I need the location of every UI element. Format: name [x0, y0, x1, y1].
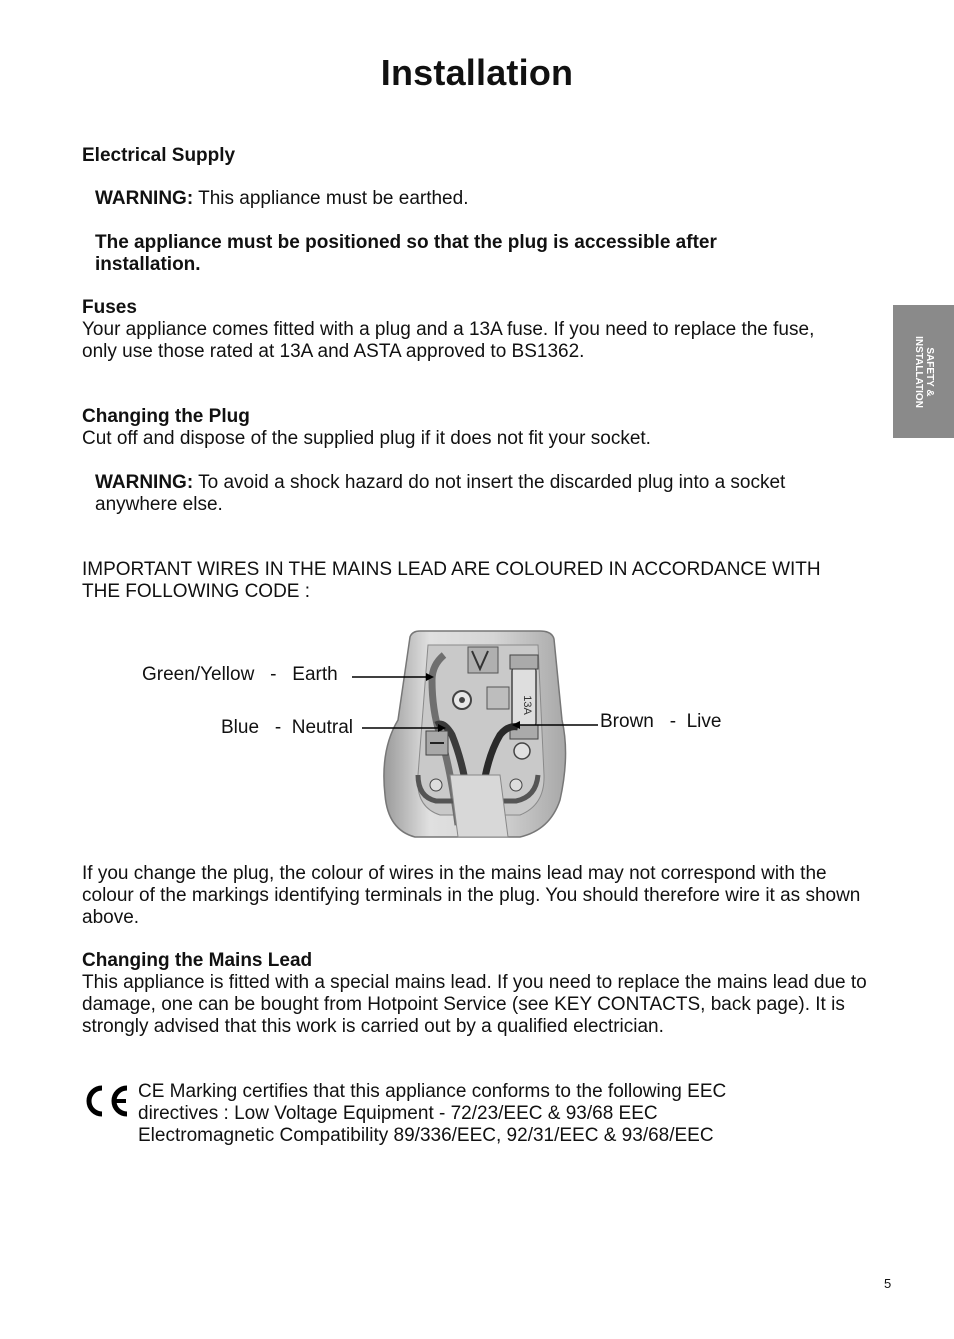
earthed-warning: WARNING: This appliance must be earthed.	[95, 188, 469, 209]
mains-cable	[450, 775, 508, 837]
live-wire-label: Brown - Live	[600, 711, 722, 732]
page-title: Installation	[380, 52, 574, 93]
changing-plug-heading: Changing the Plug	[82, 406, 250, 427]
fuses-text: Your appliance comes fitted with a plug and a 13A fuse. If you need to replace the fuse, only use those rated at 13A and ASTA approved to BS1362.	[82, 319, 815, 362]
ce-marking-text: CE Marking certifies that this appliance conforms to the following EEC directives : Low Voltage Equipment - 72/23/EEC & 93/68 EEC Electromagnetic Compatibility 89/336/EEC, 92/31/EEC & 93/68/EEC	[138, 1081, 727, 1146]
wiring-change-note: If you change the plug, the colour of wires in the mains lead may not correspond with the colour of the markings identifying terminals in the plug. You should therefore wire it as shown above.	[82, 863, 861, 928]
shock-hazard-warning: WARNING: To avoid a shock hazard do not insert the discarded plug into a socket anywhere else.	[95, 472, 786, 515]
fuses-heading: Fuses	[82, 297, 137, 318]
mains-lead-text: This appliance is fitted with a special mains lead. If you need to replace the mains lead due to damage, one can be bought from Hotpoint Service (see KEY CONTACTS, back page). It is strongly advised that this work is carried out by a qualified electrician.	[82, 972, 867, 1037]
earth-wire-label: Green/Yellow - Earth	[142, 664, 338, 685]
plug-wiring-diagram	[340, 625, 610, 845]
wire-colour-code-notice: IMPORTANT WIRES IN THE MAINS LEAD ARE COLOURED IN ACCORDANCE WITH THE FOLLOWING CODE :	[82, 559, 821, 602]
changing-plug-text: Cut off and dispose of the supplied plug if it does not fit your socket.	[82, 428, 651, 449]
live-terminal	[514, 743, 530, 759]
ce-mark-icon	[82, 1084, 130, 1118]
section-side-tab	[893, 305, 954, 438]
electrical-supply-heading: Electrical Supply	[82, 145, 236, 166]
page-number: 5	[884, 1276, 892, 1291]
side-tab-label: SAFETY & INSTALLATION	[912, 335, 935, 408]
fuse-rating-marking: 13A	[521, 695, 533, 715]
plug-accessible-note: The appliance must be positioned so that the plug is accessible after installation.	[95, 232, 717, 275]
neutral-wire-label: Blue - Neutral	[221, 717, 353, 738]
mains-lead-heading: Changing the Mains Lead	[82, 950, 313, 971]
